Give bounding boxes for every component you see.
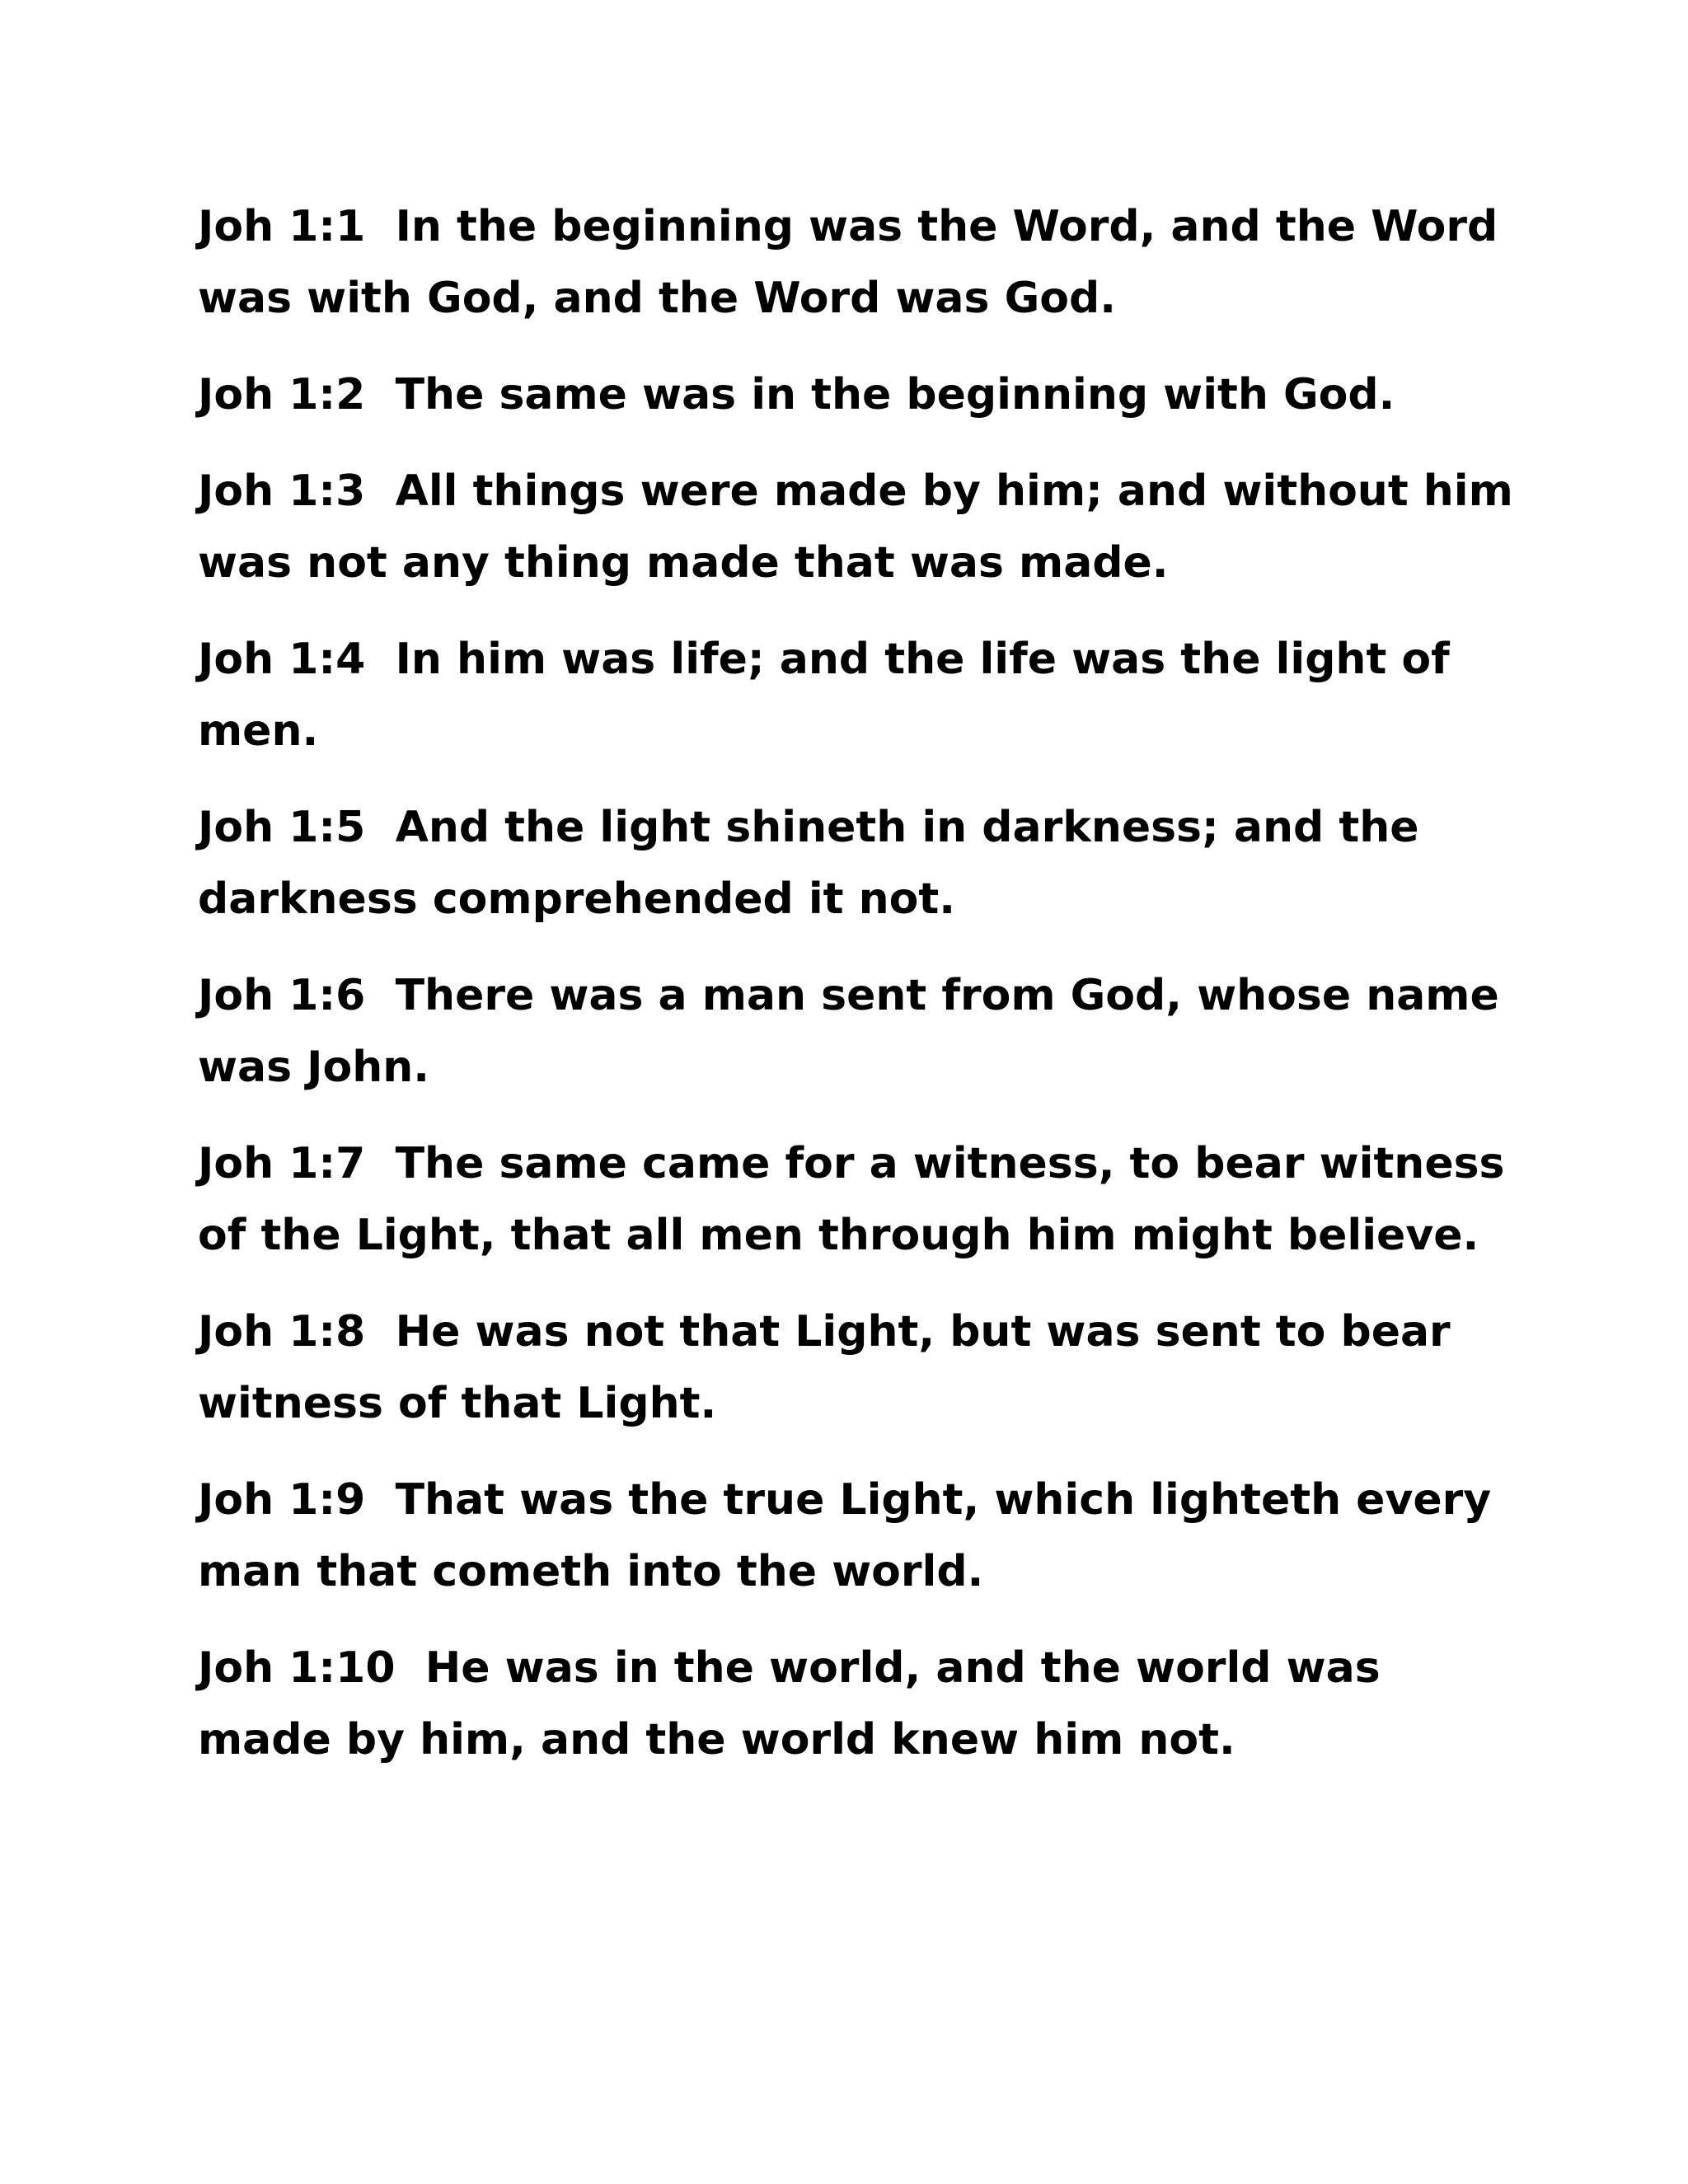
verse-2 — [198, 359, 1517, 431]
verse-5 — [198, 792, 1517, 935]
verse-10 — [198, 1633, 1517, 1776]
verse-ref: Joh 1:5 — [198, 803, 366, 852]
verse-text: There was a man sent from God, whose name was John. — [198, 971, 1514, 1092]
verse-7 — [198, 1128, 1520, 1272]
verse-3 — [198, 456, 1528, 599]
verse-ref: Joh 1:10 — [198, 1643, 396, 1693]
verse-8 — [198, 1296, 1517, 1440]
verse-ref: Joh 1:1 — [198, 202, 366, 251]
verse-text: In him was life; and the life was the light of men. — [198, 635, 1465, 756]
verse-text: The same came for a witness, to bear witness of the Light, that all men through him might believe. — [198, 1139, 1520, 1260]
verse-text: In the beginning was the Word, and the Word was with God, and the Word was God. — [198, 202, 1513, 323]
verse-ref: Joh 1:9 — [198, 1475, 366, 1525]
verse-text: He was not that Light, but was sent to bear witness of that Light. — [198, 1307, 1465, 1428]
verse-ref: Joh 1:6 — [198, 971, 366, 1020]
verse-ref: Joh 1:8 — [198, 1307, 366, 1357]
verse-text: All things were made by him; and without him was not any thing made that was made. — [198, 466, 1528, 588]
verse-text: He was in the world, and the world was made by him, and the world knew him not. — [198, 1643, 1395, 1765]
verse-1 — [198, 191, 1517, 335]
verse-ref: Joh 1:7 — [198, 1139, 366, 1188]
verse-ref: Joh 1:3 — [198, 466, 366, 516]
verse-ref: Joh 1:4 — [198, 635, 366, 684]
verse-4 — [198, 624, 1517, 767]
verse-text: That was the true Light, which lighteth every man that cometh into the world. — [198, 1475, 1507, 1596]
verse-ref: Joh 1:2 — [198, 370, 366, 419]
verse-6 — [198, 960, 1517, 1104]
verse-list — [198, 191, 1528, 1801]
verse-text: And the light shineth in darkness; and the darkness comprehended it not. — [198, 803, 1434, 924]
verse-9 — [198, 1465, 1517, 1608]
verse-text: The same was in the beginning with God. — [395, 370, 1395, 419]
